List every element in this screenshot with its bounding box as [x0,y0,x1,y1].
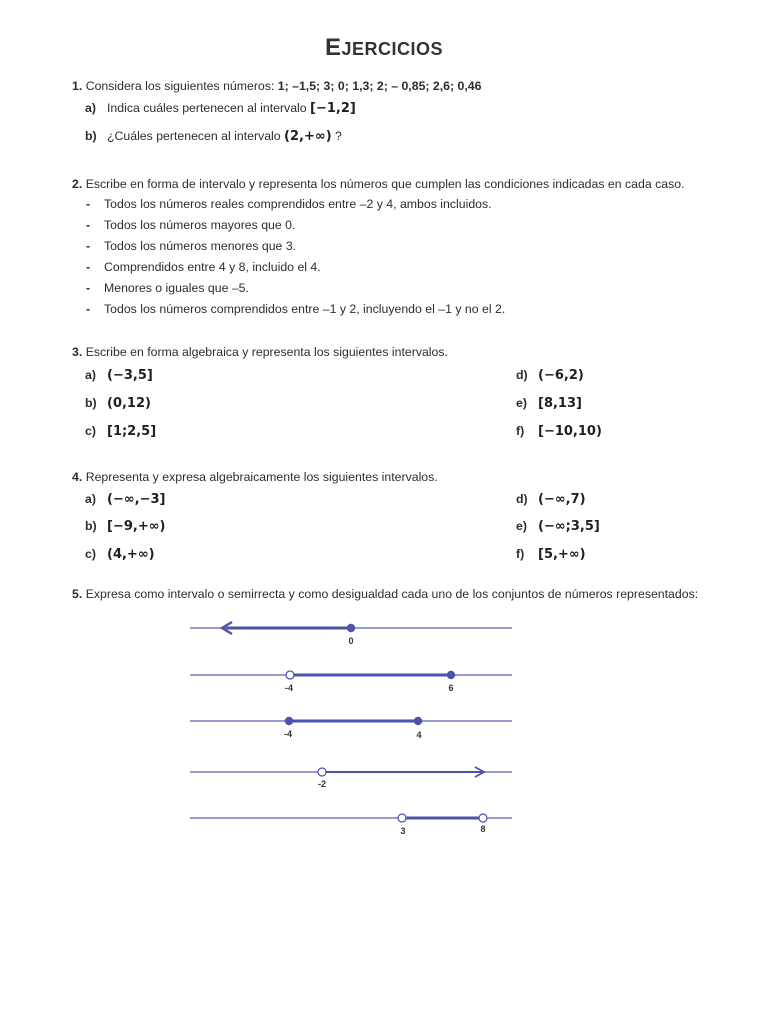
closed-point [347,624,355,632]
number-line-4 [190,767,512,789]
exercise-4-statement: 4. Representa y expresa algebraicamente los siguientes intervalos. [72,470,438,484]
exercise-2-item: - Todos los números comprendidos entre –1 y 2, incluyendo el –1 y no el 2. [86,302,506,316]
closed-point [447,671,455,679]
exercise-1-statement: 1. Considera los siguientes números: 1; –1,5; 3; 0; 1,3; 2; – 0,85; 2,6; 0,46 [72,79,482,93]
number-line-1 [190,622,512,646]
number-line-2 [190,671,512,693]
exercise-4b: b) [−9,+∞) [85,519,166,534]
exercise-2-item: - Todos los números mayores que 0. [86,218,296,232]
exercise-2-item: - Menores o iguales que –5. [86,281,249,295]
open-point [398,814,406,822]
tick-label: 8 [480,824,486,834]
open-point [286,671,294,679]
exercise-3b: b) (0,12) [85,396,151,411]
exercise-3f: f) [−10,10) [516,424,602,439]
tick-label: -2 [317,779,327,789]
number-line-3 [190,717,512,740]
exercise-2-item: - Todos los números menores que 3. [86,239,297,253]
exercise-1a: a) Indica cuáles pertenecen al intervalo [−1,2] [85,101,356,116]
exercise-1b: b) ¿Cuáles pertenecen al intervalo (2,+∞) ? [85,129,342,144]
number-line-5 [190,814,512,836]
exercise-4f: f) [5,+∞) [516,547,586,562]
exercise-3a: a) (−3,5] [85,368,153,383]
exercise-3e: e) [8,13] [516,396,582,411]
exercise-2-statement: 2. Escribe en forma de intervalo y representa los números que cumplen las condiciones indicadas en cada caso. [72,177,685,191]
exercise-3d: d) (−6,2) [516,368,584,383]
open-point [318,768,326,776]
tick-label: 3 [400,826,406,836]
tick-label: 0 [348,636,354,646]
exercise-2-item: - Comprendidos entre 4 y 8, incluido el 4. [86,260,321,274]
exercise-3-statement: 3. Escribe en forma algebraica y representa los siguientes intervalos. [72,345,448,359]
tick-label: -4 [284,683,294,693]
open-point [479,814,487,822]
closed-point [285,717,293,725]
tick-label: 6 [448,683,454,693]
exercise-2-item: - Todos los números reales comprendidos entre –2 y 4, ambos incluidos. [86,197,492,211]
exercise-4c: c) (4,+∞) [85,547,155,562]
exercise-4d: d) (−∞,7) [516,492,586,507]
tick-label: 4 [416,730,422,740]
exercise-4e: e) (−∞;3,5] [516,519,600,534]
exercise-5-statement: 5. Expresa como intervalo o semirrecta y como desigualdad cada uno de los conjuntos de números representados: [72,587,699,601]
closed-point [414,717,422,725]
tick-label: -4 [283,729,293,739]
page-title: EJERCICIOS [324,34,444,61]
exercise-3c: c) [1;2,5] [85,424,157,439]
exercise-4a: a) (−∞,−3] [85,492,166,507]
